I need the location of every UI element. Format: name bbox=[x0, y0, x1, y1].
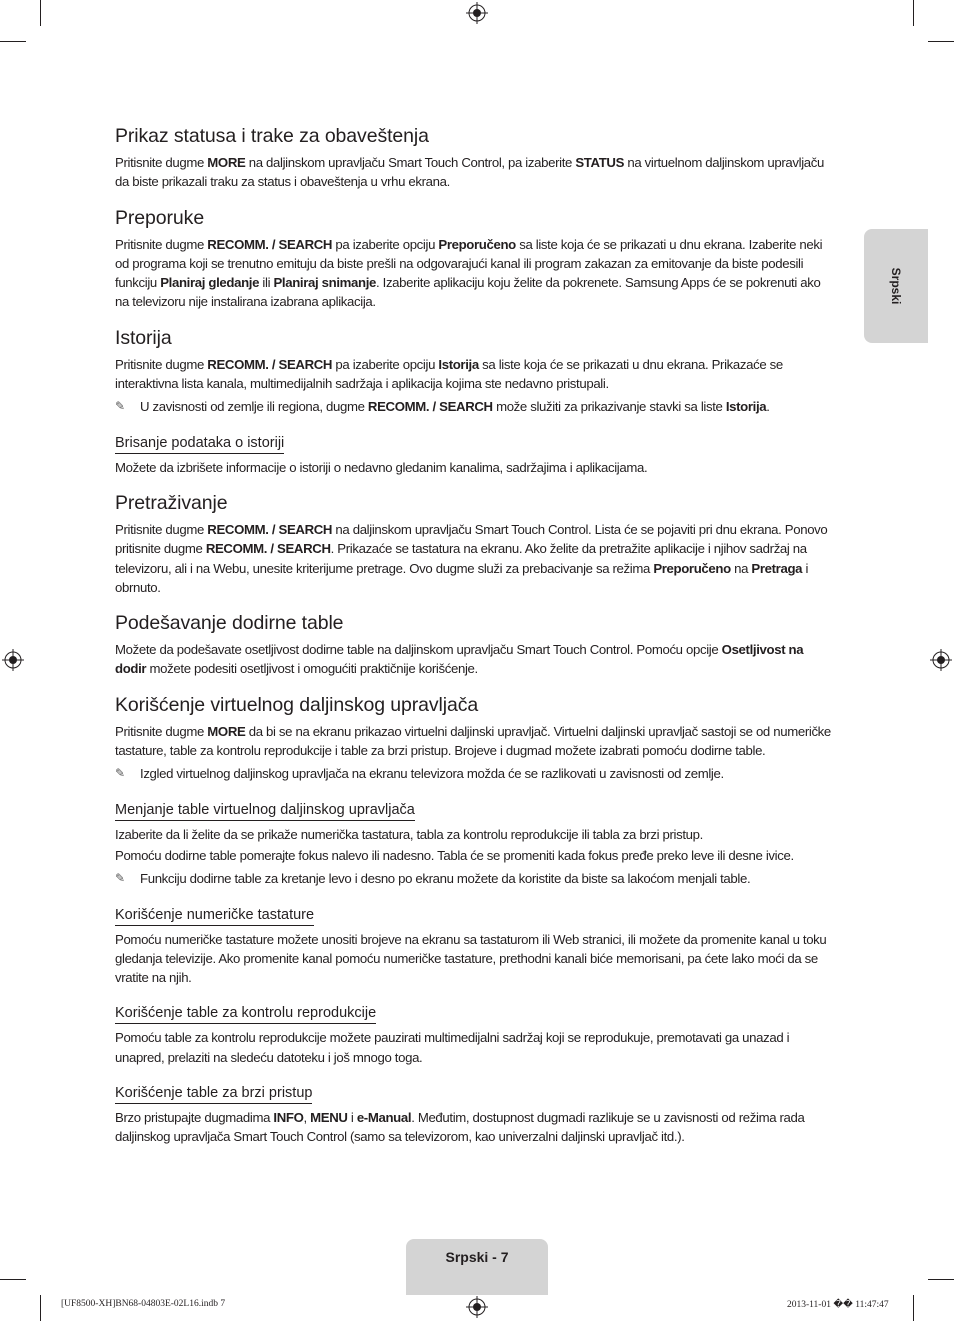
subsection-title: Brisanje podataka o istoriji bbox=[115, 434, 284, 454]
registration-mark-icon bbox=[930, 649, 952, 671]
registration-mark-icon bbox=[466, 2, 488, 24]
subsection-title: Menjanje table virtuelnog daljinskog upravljača bbox=[115, 801, 415, 821]
subsection-title: Korišćenje numeričke tastature bbox=[115, 906, 314, 926]
section-title: Istorija bbox=[115, 326, 172, 349]
manual-page-content bbox=[115, 124, 837, 1161]
bold-term: MENU bbox=[310, 1110, 348, 1126]
text-run: Pritisnite dugme bbox=[115, 155, 208, 170]
footer-timestamp: 2013-11-01 �� 11:47:47 bbox=[787, 1300, 889, 1310]
text-run: sa liste koja će se prikazati u dnu ekrana. Prikazaće se interaktivna lista kanala, multimedijalnih sadržaja i aplikacija kojima ste nedavno pristupali. bbox=[115, 356, 783, 392]
note bbox=[115, 764, 837, 783]
bold-term: Planiraj gledanje bbox=[160, 275, 260, 291]
bold-term: MORE bbox=[207, 723, 246, 739]
text-run: i obrnuto. bbox=[115, 560, 809, 595]
bold-term: MORE bbox=[207, 155, 246, 170]
text-run: . Izaberite aplikaciju koju želite da pokrenete. Samsung Apps će se pokrenuti ako na televizoru nije instalirana izabrana aplikacija. bbox=[115, 275, 821, 310]
section-text bbox=[115, 520, 837, 597]
section-text bbox=[115, 355, 837, 394]
note-pencil-icon: ✎ bbox=[115, 766, 125, 781]
section-text bbox=[115, 235, 837, 312]
bold-term: STATUS bbox=[575, 155, 625, 170]
subsection-text: Pomoću table za kontrolu reprodukcije možete pauzirati multimedijalni sadržaj koji se reprodukuje, premotavati ga unazad i unapred, prelaziti na sledeću datoteku i još mnogo toga. bbox=[115, 1030, 790, 1065]
subsection-menjanje bbox=[115, 801, 837, 889]
subsection-brzi-pristup bbox=[115, 1084, 837, 1147]
section-pretrazivanje bbox=[115, 491, 837, 597]
text-run: U zavisnosti od zemlje ili regiona, dugme bbox=[140, 399, 368, 415]
bold-term: Osetljivost na dodir bbox=[115, 642, 804, 677]
text-run: na virtuelnom daljinskom upravljaču da biste prikazali traku za status i obaveštenja u vrhu ekrana. bbox=[115, 155, 824, 190]
section-text bbox=[115, 153, 837, 192]
text-run: Možete da podešavate osetljivost dodirne table na daljinskom upravljaču Smart Touch Control. Pomoću opcije bbox=[115, 642, 722, 658]
registration-mark-icon bbox=[466, 1296, 488, 1318]
text-run: na daljinskom upravljaču Smart Touch Control. Lista će se pojaviti pri dnu ekrana. Ponovo pritisnite dugme bbox=[115, 521, 828, 557]
crop-mark bbox=[0, 41, 26, 42]
section-podesavanje bbox=[115, 611, 837, 679]
text-run: može služiti za prikazivanje stavki sa liste bbox=[492, 399, 726, 415]
text-run: pa izaberite opciju bbox=[332, 356, 439, 372]
text-run: , bbox=[303, 1110, 311, 1126]
page-number: Srpski - 7 bbox=[445, 1249, 509, 1265]
subsection-text: Pomoću numeričke tastature možete unositi brojeve na ekranu sa tastaturom ili Web stranici, ili možete da promenite kanal u toku gledanja televizije. Ako promenite kanal pomoću numeričke tastature, prethodni kanali biće memorisani, pa ćete lako moći da se vratite na njih. bbox=[115, 931, 827, 986]
footer-file-info: [UF8500-XH]BN68-04803E-02L16.indb 7 bbox=[61, 1299, 226, 1309]
text-run: na daljinskom upravljaču Smart Touch Control, pa izaberite bbox=[245, 155, 576, 170]
text-run: Brzo pristupajte dugmadima bbox=[115, 1110, 274, 1126]
subsection-title: Korišćenje table za brzi pristup bbox=[115, 1084, 312, 1104]
text-run: na bbox=[730, 560, 752, 576]
section-title: Korišćenje virtuelnog daljinskog upravljača bbox=[115, 693, 479, 716]
text-run: pa izaberite opciju bbox=[332, 236, 439, 252]
text-run: . bbox=[766, 399, 770, 415]
bold-term: RECOMM. / SEARCH bbox=[207, 356, 333, 372]
subsection-numericka bbox=[115, 906, 837, 988]
language-tab-label: Srpski bbox=[889, 267, 903, 305]
subsection-text: Izaberite da li želite da se prikaže numerička tastatura, tabla za kontrolu reprodukcije ili tabla za brzi pristup. bbox=[115, 826, 703, 842]
note-text: Funkciju dodirne table za kretanje levo i desno po ekranu možete da koristite da biste sa lakoćom menjali table. bbox=[140, 871, 751, 887]
section-title: Prikaz statusa i trake za obaveštenja bbox=[115, 125, 429, 147]
crop-mark bbox=[0, 1279, 26, 1280]
crop-mark bbox=[913, 0, 914, 26]
bold-term: INFO bbox=[273, 1110, 304, 1126]
bold-term: Planiraj snimanje bbox=[273, 275, 376, 291]
text-run: Pritisnite dugme bbox=[115, 723, 208, 739]
section-text bbox=[115, 722, 837, 761]
section-preporuke bbox=[115, 206, 837, 312]
note-text: Izgled virtuelnog daljinskog upravljača na ekranu televizora možda će se razlikovati u zavisnosti od zemlje. bbox=[140, 766, 724, 782]
note-pencil-icon: ✎ bbox=[115, 399, 125, 414]
bold-term: RECOMM. / SEARCH bbox=[207, 236, 333, 252]
text-run: možete podesiti osetljivost i omogućiti praktičnije korišćenje. bbox=[146, 661, 478, 677]
bold-term: Preporučeno bbox=[438, 236, 516, 252]
page-number-box bbox=[406, 1239, 548, 1295]
bold-term: RECOMM. / SEARCH bbox=[367, 399, 493, 415]
crop-mark bbox=[40, 0, 41, 26]
section-istorija bbox=[115, 326, 837, 477]
subsection-text: Pomoću dodirne table pomerajte fokus nalevo ili nadesno. Tabla će se promeniti kada fokus pređe preko leve ili desne ivice. bbox=[115, 847, 794, 863]
crop-mark bbox=[913, 1295, 914, 1321]
bold-term: e-Manual bbox=[356, 1110, 412, 1126]
text-run: . Prikazaće se tastatura na ekranu. Ako želite da pretražite aplikacije i njihov sadržaj na televizoru, ali i na Webu, unesite kriterijume pretrage. Ovo dugme služi za prebacivanje sa režima bbox=[115, 541, 807, 576]
subsection-text bbox=[115, 1108, 837, 1147]
note-pencil-icon: ✎ bbox=[115, 871, 125, 886]
subsection-brisanje bbox=[115, 434, 837, 477]
subsection-text: Možete da izbrišete informacije o istoriji o nedavno gledanim kanalima, sadržajima i aplikacijama. bbox=[115, 459, 648, 475]
text-run: i bbox=[347, 1110, 357, 1126]
text-run: ili bbox=[259, 275, 274, 291]
section-title: Podešavanje dodirne table bbox=[115, 612, 344, 635]
text-run: sa liste koja će se prikazati u dnu ekrana. Izaberite neki od programa koji se trenutno emituju da biste prešli na odgovarajući kanal ili program zakazan za emitovanje da biste podesili funkciju bbox=[115, 236, 823, 291]
registration-mark-icon bbox=[2, 649, 24, 671]
text-run: . Međutim, dostupnost dugmadi razlikuje se u zavisnosti od režima rada daljinskog upravljača Smart Touch Control (samo sa televizorom, kao univerzalni daljinski upravljač itd.). bbox=[115, 1110, 805, 1145]
bold-term: Istorija bbox=[438, 356, 479, 372]
subsection-title: Korišćenje table za kontrolu reprodukcije bbox=[115, 1004, 376, 1024]
language-side-tab bbox=[864, 229, 928, 343]
text-run: Pritisnite dugme bbox=[115, 236, 208, 252]
bold-term: Preporučeno bbox=[653, 560, 731, 576]
bold-term: Istorija bbox=[725, 399, 767, 415]
bold-term: RECOMM. / SEARCH bbox=[207, 521, 333, 537]
crop-mark bbox=[40, 1295, 41, 1321]
section-title: Pretraživanje bbox=[115, 491, 228, 514]
bold-term: RECOMM. / SEARCH bbox=[205, 541, 331, 557]
text-run: da bi se na ekranu prikazao virtuelni daljinski upravljač. Virtuelni daljinski upravljač sastoji se od numeričke tastature, table za kontrolu reprodukcije i table za brzi pristup. Brojeve i dugmad možete izabrati pomoću dodirne table. bbox=[115, 723, 831, 759]
note bbox=[115, 869, 837, 888]
text-run: Pritisnite dugme bbox=[115, 521, 208, 537]
section-title: Preporuke bbox=[115, 206, 205, 229]
subsection-reprodukcija bbox=[115, 1004, 837, 1067]
section-virtuelni bbox=[115, 693, 837, 1147]
crop-mark bbox=[928, 1279, 954, 1280]
section-status bbox=[115, 124, 837, 192]
note-text bbox=[140, 399, 770, 414]
text-run: Pritisnite dugme bbox=[115, 356, 208, 372]
bold-term: Pretraga bbox=[751, 560, 803, 576]
note bbox=[115, 397, 837, 416]
crop-mark bbox=[928, 41, 954, 42]
section-text bbox=[115, 640, 837, 679]
